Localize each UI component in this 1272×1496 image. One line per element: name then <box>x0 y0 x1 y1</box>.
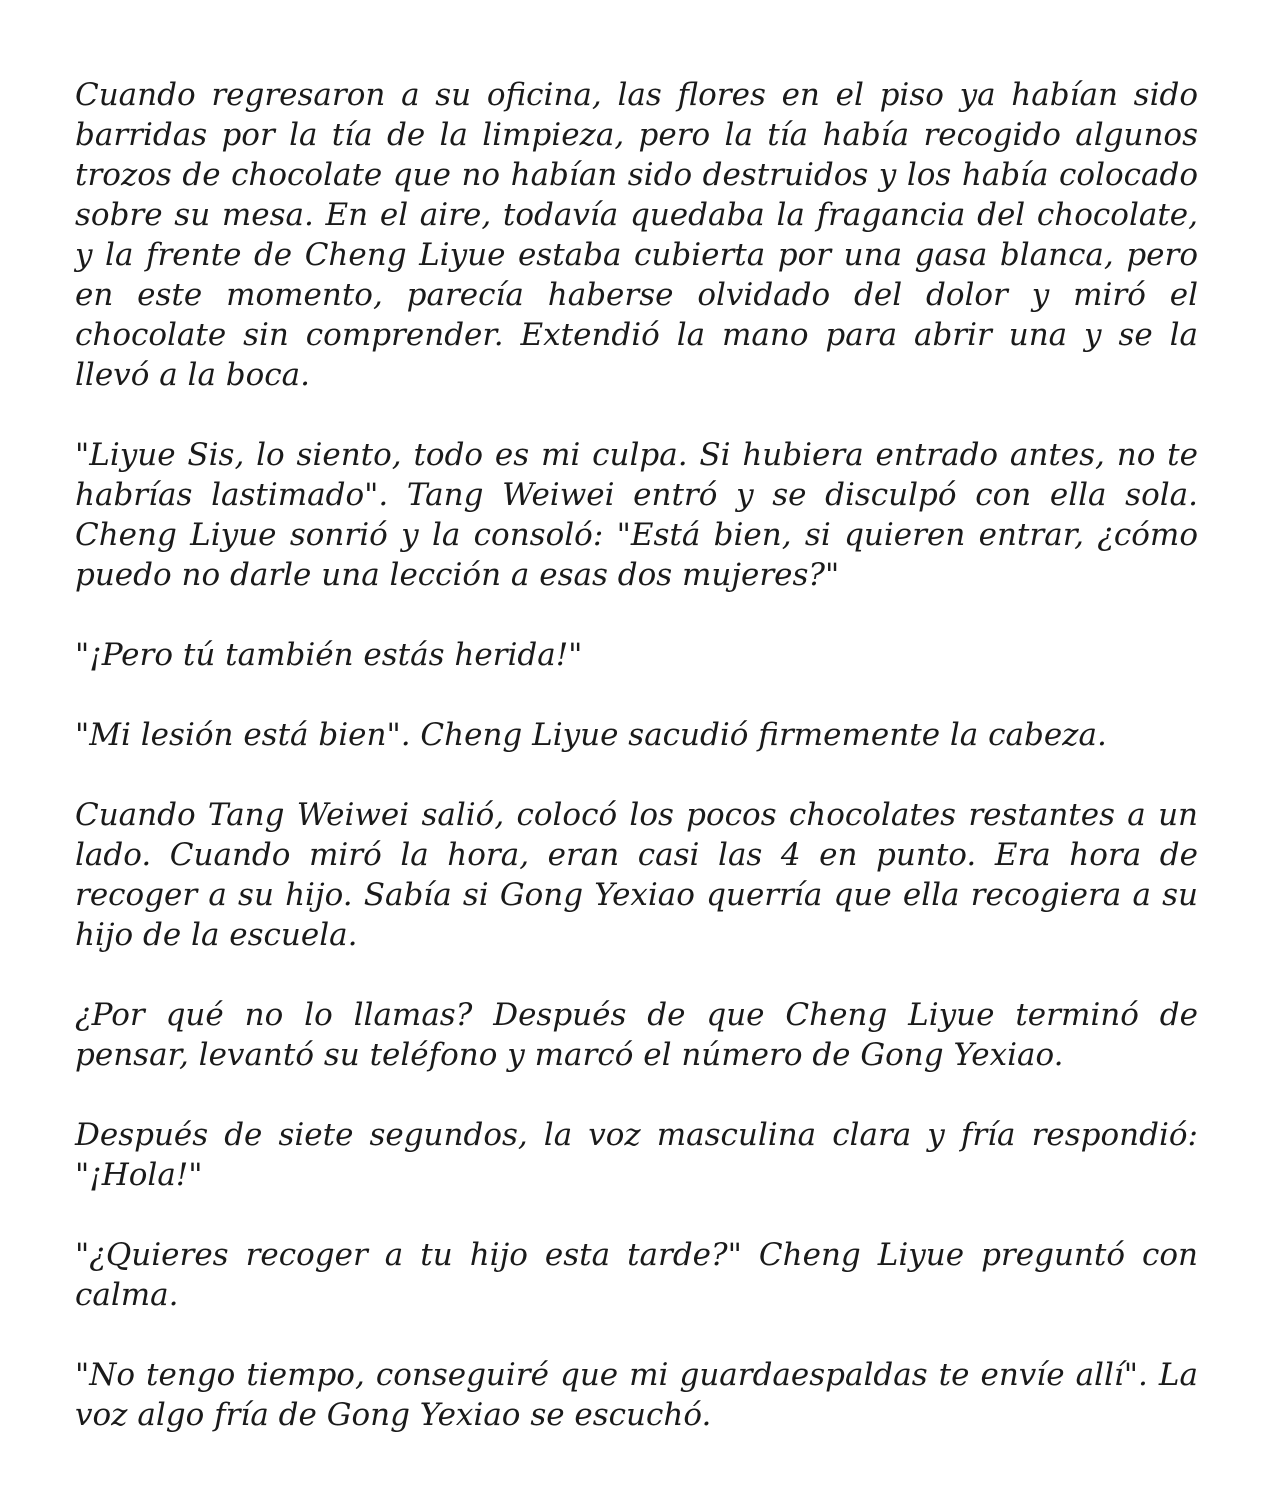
paragraph: "¡Pero tú también estás herida!" <box>75 637 583 673</box>
paragraph: "Mi lesión está bien". Cheng Liyue sacudió firmemente la cabeza. <box>75 717 1107 753</box>
paragraph: "No tengo tiempo, conseguiré que mi guardaespaldas te envíe allí". La voz algo fría de Gong Yexiao se escuchó. <box>75 1357 1198 1433</box>
paragraph: "Liyue Sis, lo siento, todo es mi culpa. Si hubiera entrado antes, no te habrías lastimado". Tang Weiwei entró y se disculpó con ella sola. Cheng Liyue sonrió y la consoló: "Está bien, si quieren entrar, ¿cómo puedo no darle una lección a esas dos mujeres?" <box>75 437 1198 593</box>
paragraph: Cuando regresaron a su oficina, las flores en el piso ya habían sido barridas por la tía de la limpieza, pero la tía había recogido algunos trozos de chocolate que no habían sido destruidos y los había colocado sobre su mesa. En el aire, todavía quedaba la fragancia del chocolate, y la frente de Cheng Liyue estaba cubierta por una gasa blanca, pero en este momento, parecía haberse olvidado del dolor y miró el chocolate sin comprender. Extendió la mano para abrir una y se la llevó a la boca. <box>75 77 1198 393</box>
paragraph: "¿Quieres recoger a tu hijo esta tarde?" Cheng Liyue preguntó con calma. <box>75 1237 1198 1313</box>
paragraph: Cuando Tang Weiwei salió, colocó los pocos chocolates restantes a un lado. Cuando miró la hora, eran casi las 4 en punto. Era hora de recoger a su hijo. Sabía si Gong Yexiao querría que ella recogiera a su hijo de la escuela. <box>75 797 1198 953</box>
paragraph: ¿Por qué no lo llamas? Después de que Cheng Liyue terminó de pensar, levantó su teléfono y marcó el número de Gong Yexiao. <box>75 997 1198 1073</box>
paragraph: Después de siete segundos, la voz masculina clara y fría respondió: "¡Hola!" <box>75 1117 1198 1193</box>
